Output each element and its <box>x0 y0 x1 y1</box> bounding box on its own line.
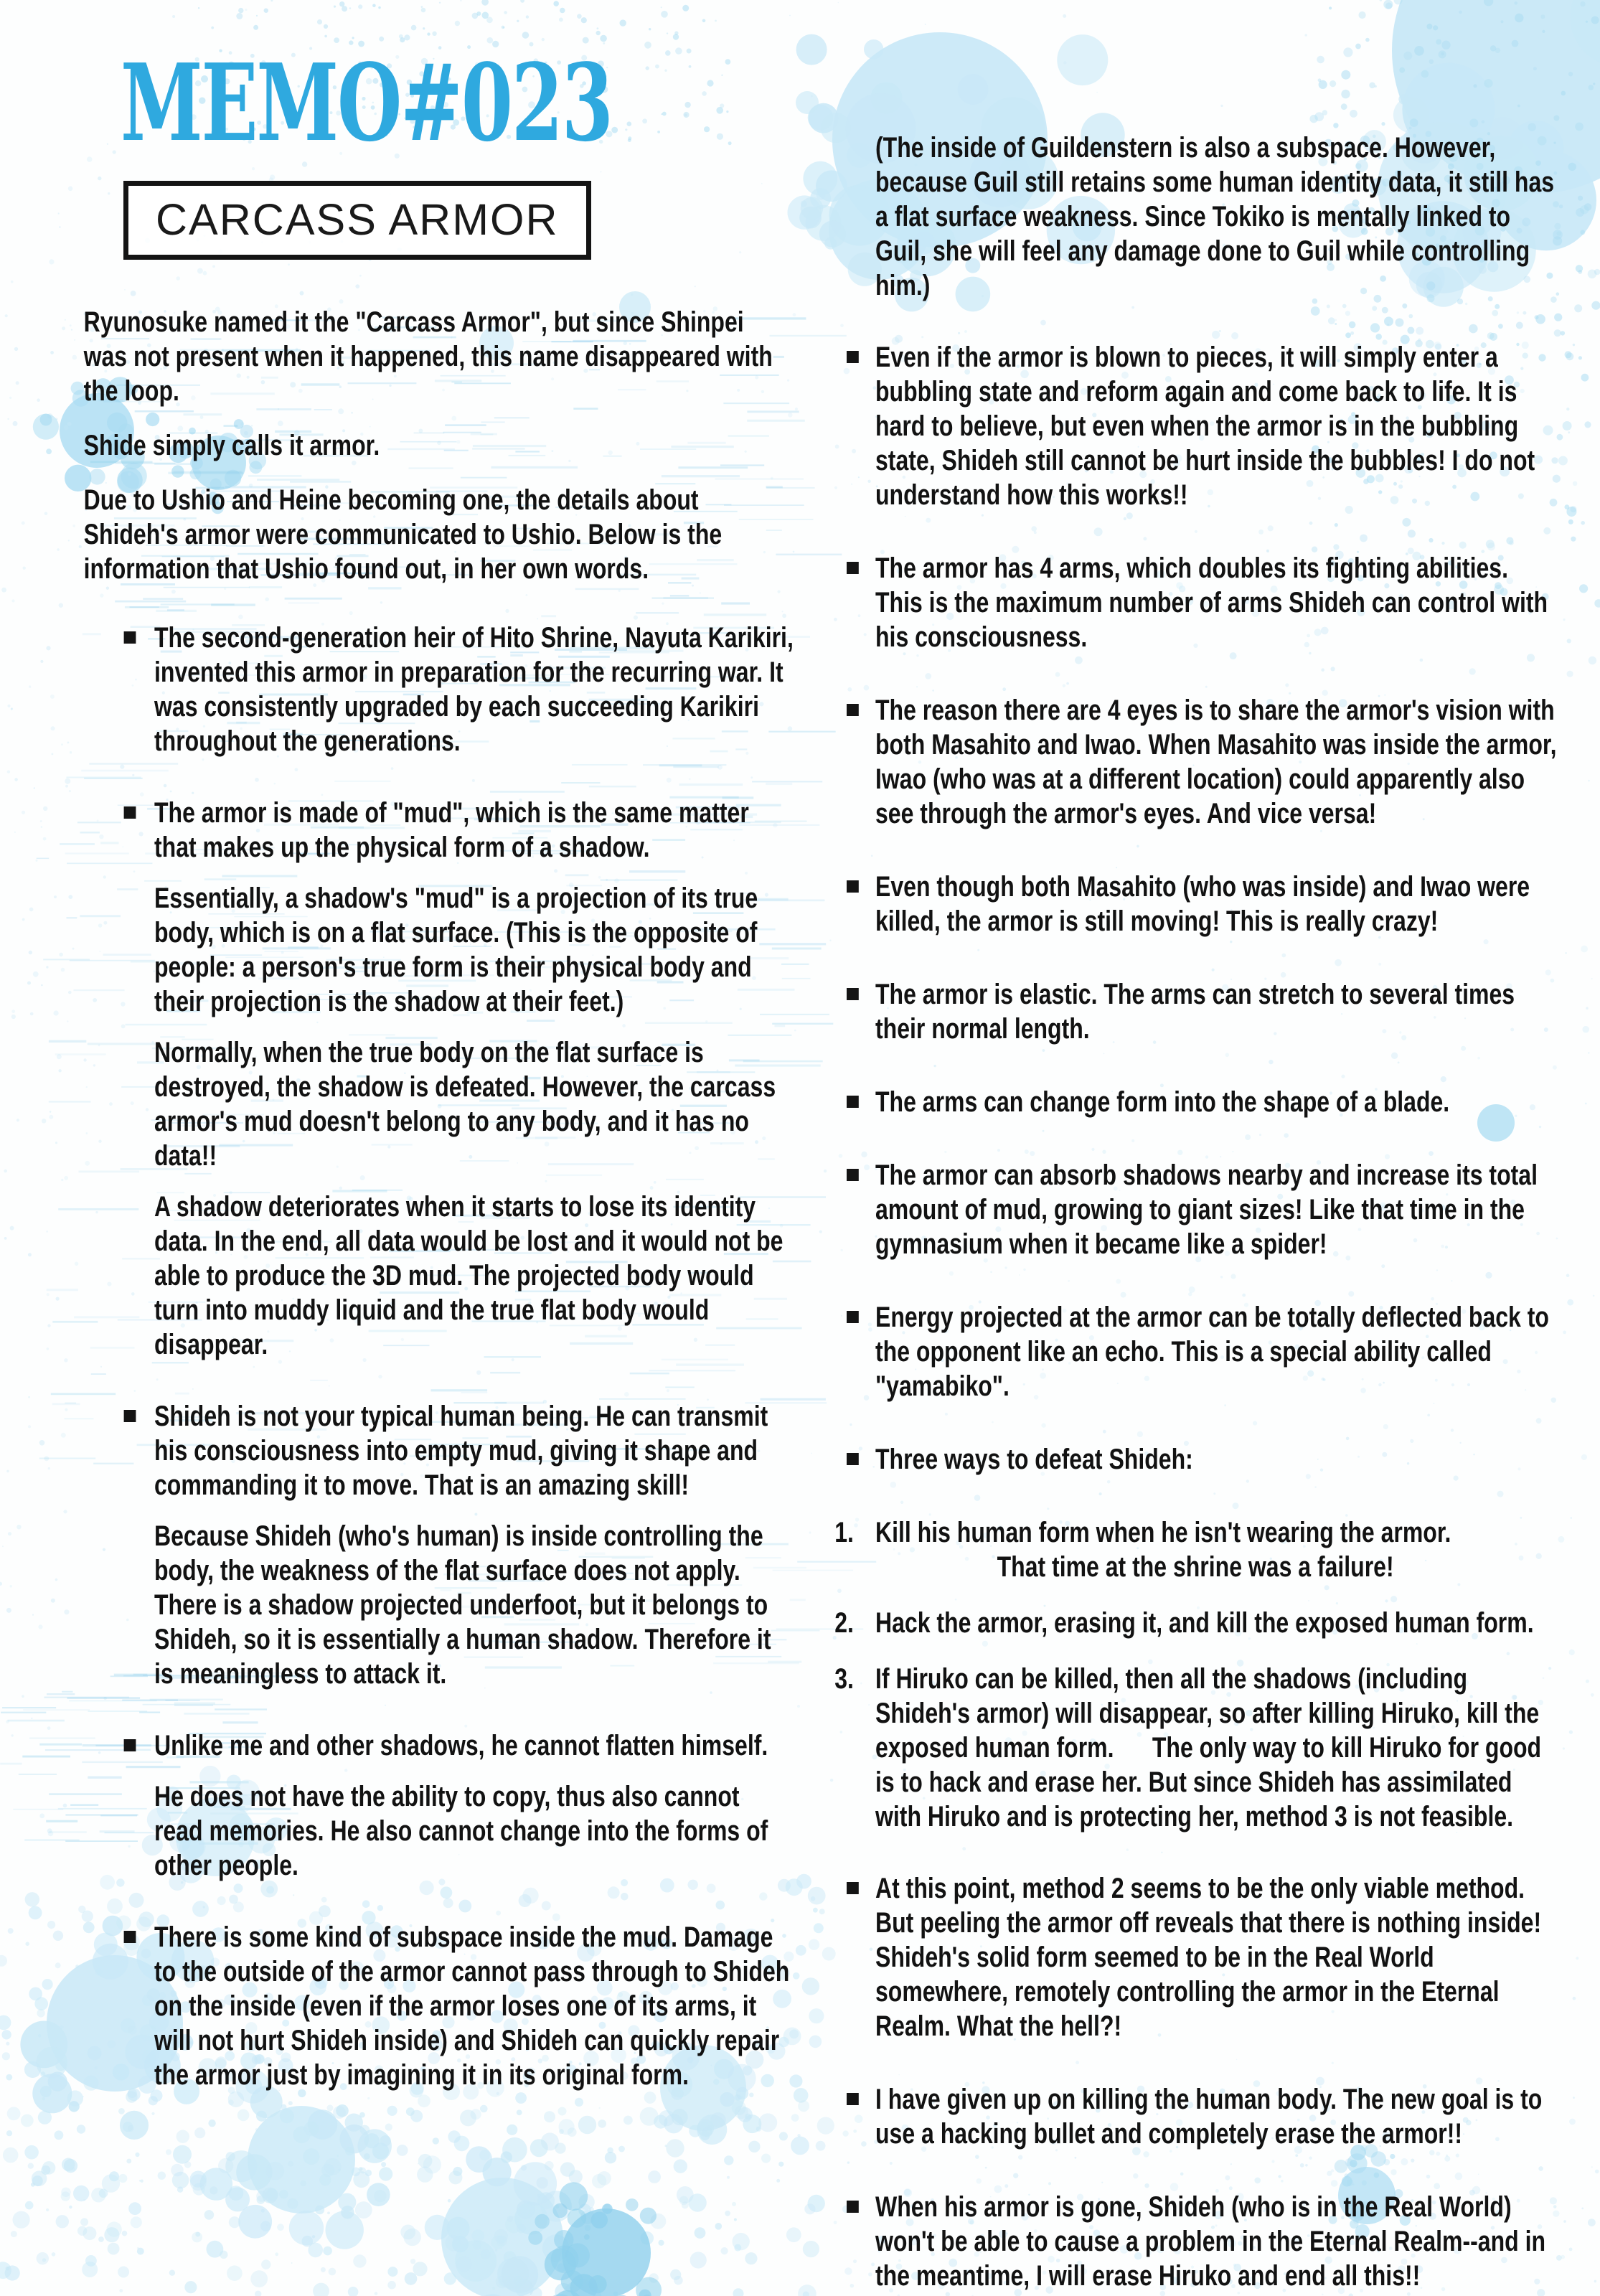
bullet-text <box>154 1920 794 2092</box>
bullet-square-icon <box>847 1453 859 1465</box>
bullet-text <box>154 1399 794 1691</box>
paragraph: The armor has 4 arms, which doubles its fighting abilities. This is the maximum number of arms Shideh can control with his consciousness. <box>875 552 1548 653</box>
paragraph: Even if the armor is blown to pieces, it will simply enter a bubbling state and reform again and come back to life. It is hard to believe, but even when the armor is in the bubbling state, Shideh still cannot be hurt inside the bubbles! I do not understand how this works!! <box>875 342 1535 511</box>
bullet-item <box>832 1442 1561 1477</box>
bullet-square-icon <box>124 1931 136 1943</box>
numbered-item <box>832 1606 1561 1640</box>
bullet-text <box>154 796 794 1362</box>
bullet-square-icon <box>847 1169 859 1181</box>
bullet-item <box>832 977 1561 1046</box>
paragraph: Unlike me and other shadows, he cannot flatten himself. <box>154 1730 768 1761</box>
bullet-text <box>154 621 794 758</box>
paragraph: Because Shideh (who's human) is inside controlling the body, the weakness of the flat surface does not apply. There is a shadow projected underfoot, but it belongs to Shideh, so it is essentially a human shadow. Therefore it is meaningless to attack it. <box>154 1520 771 1690</box>
bullet-item <box>832 1085 1561 1119</box>
bullet-square-icon <box>847 704 859 716</box>
bullet-text <box>875 340 1561 512</box>
item-number: 3. <box>834 1663 854 1695</box>
numbered-text <box>875 1662 1561 1834</box>
bullet-item <box>83 1728 794 1883</box>
paragraph: The armor is made of "mud", which is the same matter that makes up the physical form of a shadow. <box>154 797 749 863</box>
bullet-square-icon <box>847 351 859 363</box>
bullet-square-icon <box>847 1096 859 1108</box>
subtitle-label: CARCASS ARMOR <box>156 195 559 244</box>
paragraph: Three ways to defeat Shideh: <box>875 1444 1193 1475</box>
bullet-square-icon <box>847 2201 859 2213</box>
bullet-item <box>83 1399 794 1691</box>
defeat-methods-list <box>832 1515 1561 1834</box>
bullet-square-icon <box>124 1410 136 1422</box>
bullet-square-icon <box>847 988 859 1000</box>
left-column <box>83 305 794 2130</box>
bullet-item <box>832 2082 1561 2151</box>
paragraph: A shadow deteriorates when it starts to lose its identity data. In the end, all data would be lost and it would not be able to produce the 3D mud. The projected body would turn into muddy liquid and the true flat body would disappear. <box>154 1191 783 1360</box>
bullet-item <box>832 1158 1561 1261</box>
bullet-item <box>832 1300 1561 1403</box>
bullet-text <box>875 551 1561 654</box>
page-title: MEMO#023 <box>121 40 612 165</box>
bullet-square-icon <box>847 1311 859 1323</box>
bullet-square-icon <box>124 806 136 819</box>
paragraph: When his armor is gone, Shideh (who is in the Real World) won't be able to cause a problem in the Eternal Realm--and in the meantime, I will erase Hiruko and end all this!! <box>875 2191 1545 2292</box>
paragraph: At this point, method 2 seems to be the only viable method. But peeling the armor off reveals that there is nothing inside! Shideh's solid form seemed to be in the Real World somewhere, remotely controlling the armor in the Eternal Realm. What the hell?! <box>875 1873 1542 2042</box>
intro-paragraph: Ryunosuke named it the "Carcass Armor", but since Shinpei was not present when it happened, this name disappeared with the loop. <box>83 306 773 407</box>
bullet-text <box>875 1442 1561 1477</box>
guildenstern-note: (The inside of Guildenstern is also a subspace. However, because Guil still retains some human identity data, it still has a flat surface weakness. Since Tokiko is mentally linked to Guil, she will feel any damage done to Guil while controlling him.) <box>875 132 1555 301</box>
numbered-text <box>875 1606 1561 1640</box>
numbered-text <box>875 1515 1561 1584</box>
bullet-item <box>83 1920 794 2092</box>
right-column <box>832 131 1561 2296</box>
paragraph: Normally, when the true body on the flat surface is destroyed, the shadow is defeated. However, the carcass armor's mud doesn't belong to any body, and it has no data!! <box>154 1037 776 1172</box>
item-number: 1. <box>834 1517 854 1548</box>
bullet-text <box>875 977 1561 1046</box>
bullet-text <box>875 2190 1561 2293</box>
bullet-item <box>83 621 794 758</box>
bullet-square-icon <box>124 1739 136 1751</box>
paragraph: The arms can change form into the shape of a blade. <box>875 1086 1450 1118</box>
paragraph: The armor is elastic. The arms can stretch to several times their normal length. <box>875 979 1515 1045</box>
bullet-square-icon <box>847 1882 859 1894</box>
bullet-text <box>875 1085 1561 1119</box>
paragraph: Energy projected at the armor can be totally deflected back to the opponent like an echo. This is a special ability called "yamabiko". <box>875 1302 1549 1402</box>
intro-paragraph: Shide simply calls it armor. <box>83 430 380 461</box>
bullet-text <box>154 1728 794 1883</box>
bullet-item <box>83 796 794 1362</box>
left-intro <box>83 305 794 586</box>
bullet-text <box>875 870 1561 938</box>
bullet-square-icon <box>847 562 859 574</box>
numbered-item <box>832 1515 1561 1584</box>
right-bullet-list-continued <box>832 1871 1561 2293</box>
bullet-text <box>875 1158 1561 1261</box>
bullet-item <box>832 2190 1561 2293</box>
numbered-item <box>832 1662 1561 1834</box>
paragraph: The reason there are 4 eyes is to share the armor's vision with both Masahito and Iwao. When Masahito was inside the armor, Iwao (who was at a different location) could apparently also see through the armor's eyes. And vice versa! <box>875 695 1557 829</box>
bullet-text <box>875 1871 1561 2043</box>
paragraph: Shideh is not your typical human being. He can transmit his consciousness into empty mud, giving it shape and commanding it to move. That is an amazing skill! <box>154 1401 768 1501</box>
bullet-square-icon <box>847 2093 859 2105</box>
paragraph: That time at the shrine was a failure! <box>997 1551 1394 1583</box>
bullet-square-icon <box>847 880 859 893</box>
right-bullet-list <box>832 340 1561 1477</box>
bullet-text <box>875 693 1561 831</box>
paragraph: If Hiruko can be killed, then all the shadows (including Shideh's armor) will disappear, so after killing Hiruko, kill the exposed human form. The only way to kill Hiruko for good is to hack and erase her. But since Shideh has assimilated with Hiruko and is protecting her, method 3 is not feasible. <box>875 1663 1542 1832</box>
bullet-item <box>832 551 1561 654</box>
paragraph: Essentially, a shadow's "mud" is a projection of its true body, which is on a flat surface. (This is the opposite of people: a person's true form is their physical body and their projection is the shadow at their feet.) <box>154 883 758 1017</box>
subtitle-box <box>123 181 591 260</box>
paragraph: Kill his human form when he isn't wearing the armor. <box>875 1517 1451 1548</box>
item-number: 2. <box>834 1607 854 1639</box>
bullet-text <box>875 2082 1561 2151</box>
intro-paragraph: Due to Ushio and Heine becoming one, the details about Shideh's armor were communicated to Ushio. Below is the information that Ushio found out, in her own words. <box>83 484 723 585</box>
paragraph: Even though both Masahito (who was inside) and Iwao were killed, the armor is still moving! This is really crazy! <box>875 871 1530 937</box>
bullet-text <box>875 1300 1561 1403</box>
bullet-square-icon <box>124 631 136 644</box>
paragraph: The second-generation heir of Hito Shrine, Nayuta Karikiri, invented this armor in preparation for the recurring war. It was consistently upgraded by each succeeding Karikiri throughout the generations. <box>154 622 794 757</box>
bullet-item <box>832 1871 1561 2043</box>
paragraph: The armor can absorb shadows nearby and increase its total amount of mud, growing to giant sizes! Like that time in the gymnasium when it became like a spider! <box>875 1159 1538 1260</box>
bullet-item <box>832 870 1561 938</box>
paragraph: There is some kind of subspace inside the mud. Damage to the outside of the armor cannot pass through to Shideh on the inside (even if the armor loses one of its arms, it will not hurt Shideh inside) and Shideh can quickly repair the armor just by imagining it in its original form. <box>154 1921 790 2091</box>
left-bullet-list <box>83 621 794 2092</box>
bullet-item <box>832 693 1561 831</box>
paragraph: Hack the armor, erasing it, and kill the exposed human form. <box>875 1607 1534 1639</box>
paragraph: He does not have the ability to copy, thus also cannot read memories. He also cannot change into the forms of other people. <box>154 1781 768 1881</box>
paragraph: I have given up on killing the human body. The new goal is to use a hacking bullet and completely erase the armor!! <box>875 2084 1543 2150</box>
bullet-item <box>832 340 1561 512</box>
